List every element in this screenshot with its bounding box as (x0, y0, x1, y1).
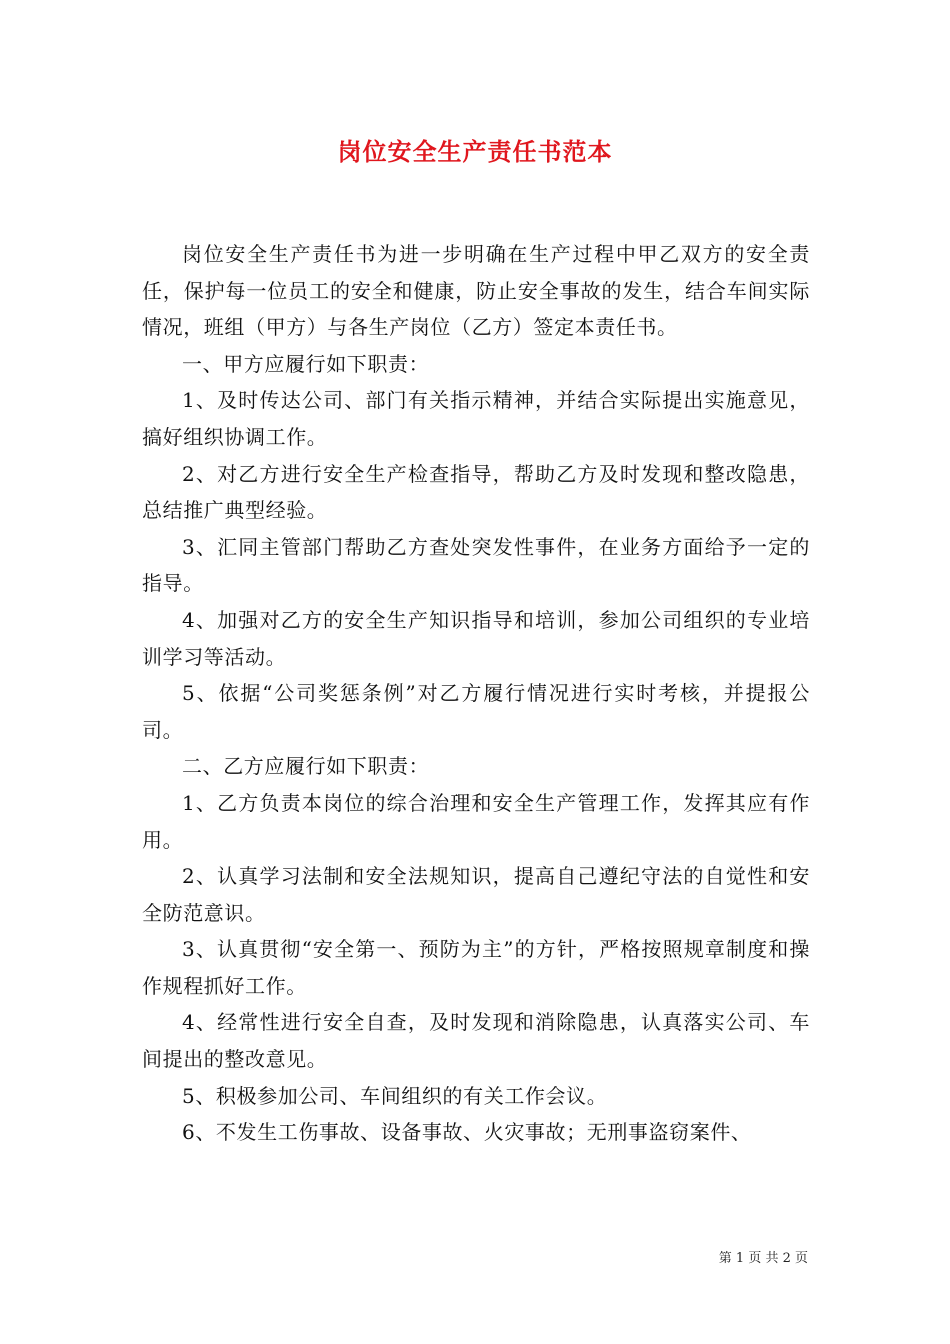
document-body (142, 236, 810, 1151)
document-title: 岗位安全生产责任书范本 (337, 138, 613, 166)
party-b-item-2: 2、认真学习法制和安全法规知识，提高自己遵纪守法的自觉性和安全防范意识。 (142, 864, 810, 925)
party-a-item-1: 1、及时传达公司、部门有关指示精神，并结合实际提出实施意见，搞好组织协调工作。 (142, 388, 810, 449)
party-b-item-4: 4、经常性进行安全自查，及时发现和消除隐患，认真落实公司、车间提出的整改意见。 (142, 1010, 810, 1072)
party-a-item-2: 2、对乙方进行安全生产检查指导，帮助乙方及时发现和整改隐患，总结推广典型经验。 (142, 461, 810, 523)
party-b-item-3: 3、认真贯彻“安全第一、预防为主”的方针，严格按照规章制度和操作规程抓好工作。 (142, 937, 810, 998)
section-heading-party-b: 二、乙方应履行如下职责： (182, 754, 430, 779)
party-a-item-4: 4、加强对乙方的安全生产知识指导和培训，参加公司组织的专业培训学习等活动。 (142, 607, 810, 669)
party-b-item-1: 1、乙方负责本岗位的综合治理和安全生产管理工作，发挥其应有作用。 (142, 790, 810, 852)
party-b-item-6: 6、不发生工伤事故、设备事故、火灾事故；无刑事盗窃案件、 (182, 1120, 752, 1145)
party-a-item-5: 5、依据“公司奖惩条例”对乙方履行情况进行实时考核，并提报公司。 (142, 681, 810, 742)
paragraph-intro: 岗位安全生产责任书为进一步明确在生产过程中甲乙双方的安全责任，保护每一位员工的安全和健康，防止安全事故的发生，结合车间实际情况，班组（甲方）与各生产岗位（乙方）签定本责任书。 (142, 242, 810, 340)
party-b-item-5: 5、积极参加公司、车间组织的有关工作会议。 (182, 1083, 608, 1108)
party-a-item-3: 3、汇同主管部门帮助乙方查处突发性事件，在业务方面给予一定的指导。 (142, 534, 810, 596)
page-number: 第 1 页 共 2 页 (718, 1251, 808, 1266)
section-heading-party-a: 一、甲方应履行如下职责： (182, 351, 430, 376)
